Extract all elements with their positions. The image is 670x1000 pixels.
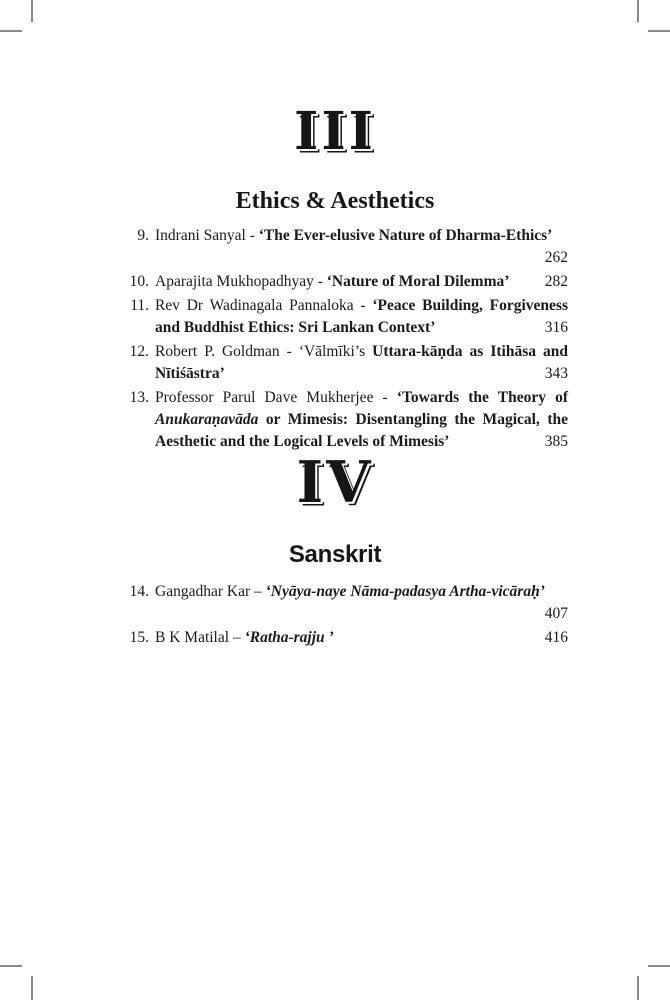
toc-entry	[102, 341, 568, 385]
entry-line	[155, 363, 568, 385]
entry-body	[155, 341, 568, 385]
entry-text	[155, 297, 568, 314]
entry-number: 14.	[129, 583, 149, 600]
entry-text	[155, 411, 568, 428]
section-heading-sanskrit: Sanskrit	[288, 541, 382, 568]
entry-body	[155, 387, 568, 453]
entry-text-segment: Robert P. Goldman - ‘Vālmīki’s	[155, 343, 373, 360]
entry-line	[155, 225, 568, 247]
entry-text	[155, 343, 568, 360]
entry-line	[155, 341, 568, 363]
entry-text	[155, 583, 545, 600]
entry-body	[155, 581, 568, 625]
entry-line	[155, 317, 568, 339]
entry-body	[155, 295, 568, 339]
entry-line	[155, 271, 568, 293]
entry-text-segment: Anukaraṇavāda	[155, 411, 259, 428]
page-number: 316	[544, 319, 568, 336]
page-number: 407	[544, 605, 568, 622]
crop-mark-bottom-left-horizontal	[0, 965, 22, 967]
entry-line	[155, 247, 568, 269]
toc-entries-section-iv	[102, 581, 568, 651]
entry-body	[155, 627, 568, 649]
entry-text	[155, 317, 435, 339]
crop-mark-bottom-left-vertical	[31, 976, 33, 1000]
toc-entry	[102, 387, 568, 453]
toc-entry	[102, 627, 568, 649]
entry-line	[155, 603, 568, 625]
crop-mark-top-left-horizontal	[0, 30, 22, 32]
entry-text-segment: Aparajita Mukhopadhyay -	[155, 273, 327, 290]
entry-text-segment: Aesthetic and the Logical Levels of Mimesis’	[155, 433, 450, 450]
entry-number: 15.	[129, 629, 149, 646]
toc-entry	[102, 271, 568, 293]
toc-entry	[102, 295, 568, 339]
entry-text-segment: Professor Parul Dave Mukherjee -	[155, 389, 397, 406]
page-number: 262	[544, 249, 568, 266]
crop-mark-top-left-vertical	[31, 0, 33, 22]
entry-body	[155, 225, 568, 269]
page-number: 416	[544, 629, 568, 646]
crop-mark-top-right-horizontal	[648, 30, 670, 32]
crop-mark-top-right-vertical	[637, 0, 639, 22]
entry-number: 11.	[130, 297, 149, 314]
toc-entry	[102, 225, 568, 269]
entry-line	[155, 627, 568, 649]
entry-text-segment: Nītiśāstra’	[155, 365, 225, 382]
toc-entries-section-iii	[102, 225, 568, 455]
entry-text	[155, 271, 509, 293]
section-numeral-iv: IV	[296, 449, 374, 516]
entry-number: 10.	[129, 273, 149, 290]
page-number: 282	[544, 273, 568, 290]
entry-text-segment: or Mimesis: Disentangling the Magical, the	[258, 411, 568, 428]
entry-text	[155, 227, 552, 244]
entry-text-segment: and Buddhist Ethics: Sri Lankan Context’	[155, 319, 436, 336]
entry-text-segment: ‘Nature of Moral Dilemma’	[326, 273, 510, 290]
entry-text-segment: ‘Ratha-rajju ’	[244, 629, 334, 646]
crop-mark-bottom-right-horizontal	[648, 965, 670, 967]
entry-line	[155, 295, 568, 317]
entry-text-segment: Uttara-kāṇda as Itihāsa and	[372, 343, 568, 360]
entry-text-segment: ‘Nyāya-naye Nāma-padasya Artha-vicāraḥ’	[265, 583, 545, 600]
entry-text-segment: Rev Dr Wadinagala Pannaloka -	[155, 297, 373, 314]
entry-number: 12.	[129, 343, 149, 360]
entry-line	[155, 409, 568, 431]
entry-text-segment: Indrani Sanyal -	[155, 227, 259, 244]
entry-number: 9.	[137, 227, 149, 244]
entry-text-segment: ‘Peace Building, Forgiveness	[372, 297, 568, 314]
entry-line	[155, 387, 568, 409]
entry-text	[155, 627, 334, 649]
section-numeral-iii: III	[294, 101, 376, 162]
entry-number: 13.	[129, 389, 149, 406]
page-number: 385	[544, 433, 568, 450]
entry-text-segment: B K Matilal –	[155, 629, 245, 646]
entry-line	[155, 581, 568, 603]
entry-text-segment: ‘The Ever-elusive Nature of Dharma-Ethics’	[258, 227, 553, 244]
entry-text-segment: ‘Towards the Theory of	[396, 389, 568, 406]
page-number: 343	[544, 365, 568, 382]
entry-body	[155, 271, 568, 293]
entry-text-segment: Gangadhar Kar –	[155, 583, 266, 600]
section-heading-ethics-aesthetics: Ethics & Aesthetics	[235, 188, 435, 214]
crop-mark-bottom-right-vertical	[637, 976, 639, 1000]
entry-text	[155, 363, 225, 385]
entry-text	[155, 389, 568, 406]
toc-entry	[102, 581, 568, 625]
